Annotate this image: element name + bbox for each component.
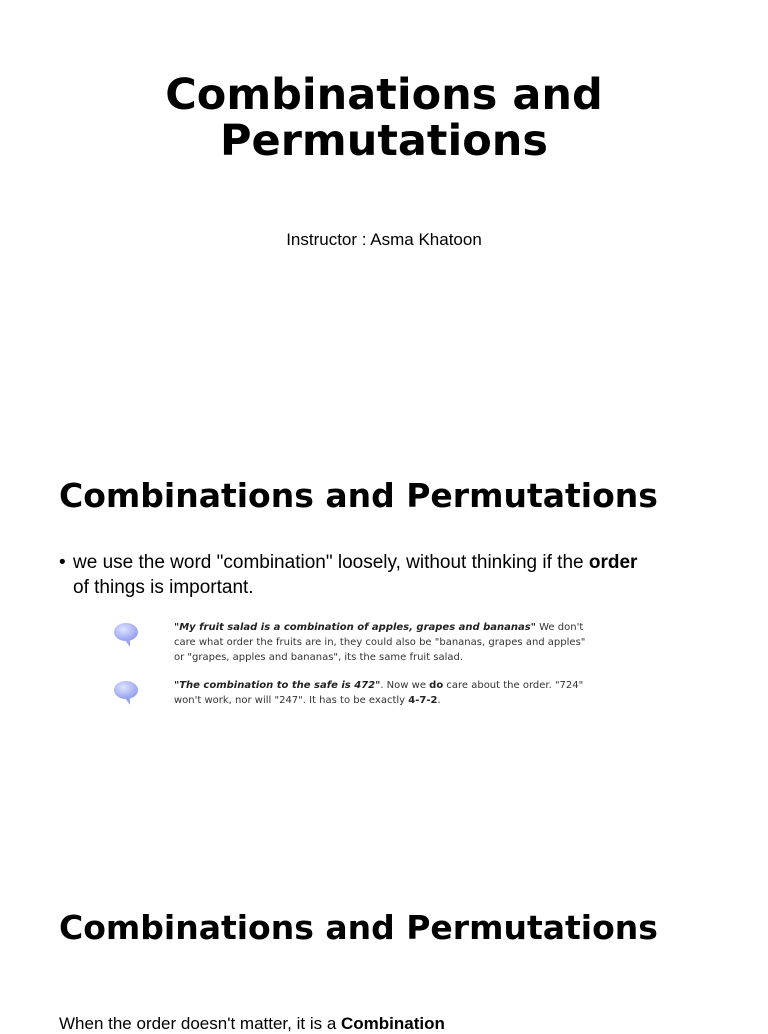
body-bold-word: Combination	[341, 1014, 445, 1033]
title-line-1: Combinations and	[165, 70, 603, 120]
bullet-text-part: of things is important.	[73, 577, 254, 598]
bullet-text-part: we use the word "combination" loosely, without thinking if the	[73, 552, 589, 573]
bullet-dot: •	[59, 552, 66, 573]
title-line-2: Permutations	[220, 116, 548, 166]
example-bold-word: do	[429, 680, 444, 691]
bullet-bold-word: order	[588, 552, 638, 573]
content-slide-partial	[0, 864, 768, 1033]
example-explanation: . Now we	[380, 680, 430, 691]
example-quote: "My fruit salad is a combination of apples, grapes and bananas"	[174, 622, 536, 633]
example-text	[174, 678, 594, 708]
instructor-label: Instructor : Asma Khatoon	[286, 230, 482, 249]
example-explanation: care about the order. "724" won't work, nor will "247". It has to be exactly	[174, 680, 584, 706]
example-quote: "The combination to the safe is 472"	[174, 680, 381, 691]
example-explanation: .	[437, 695, 441, 706]
partial-body-line	[59, 1014, 445, 1034]
title-slide	[0, 0, 768, 432]
slide-heading: Combinations and Permutations	[59, 908, 658, 947]
example-text	[174, 620, 594, 665]
speech-bubble-icon	[112, 622, 140, 648]
body-text: When the order doesn't matter, it is a	[59, 1014, 341, 1033]
content-slide	[0, 432, 768, 864]
bullet-text	[59, 550, 639, 600]
example-explanation: We don't care what order the fruits are in, they could also be "bananas, grapes and apples" or "grapes, apples and bananas", its the same fruit salad.	[174, 622, 586, 663]
bullet-item	[59, 550, 639, 600]
example-bold-code: 4-7-2	[408, 695, 438, 706]
slide-heading: Combinations and Permutations	[59, 476, 658, 515]
presentation-title	[0, 72, 768, 164]
speech-bubble-icon	[112, 680, 140, 706]
